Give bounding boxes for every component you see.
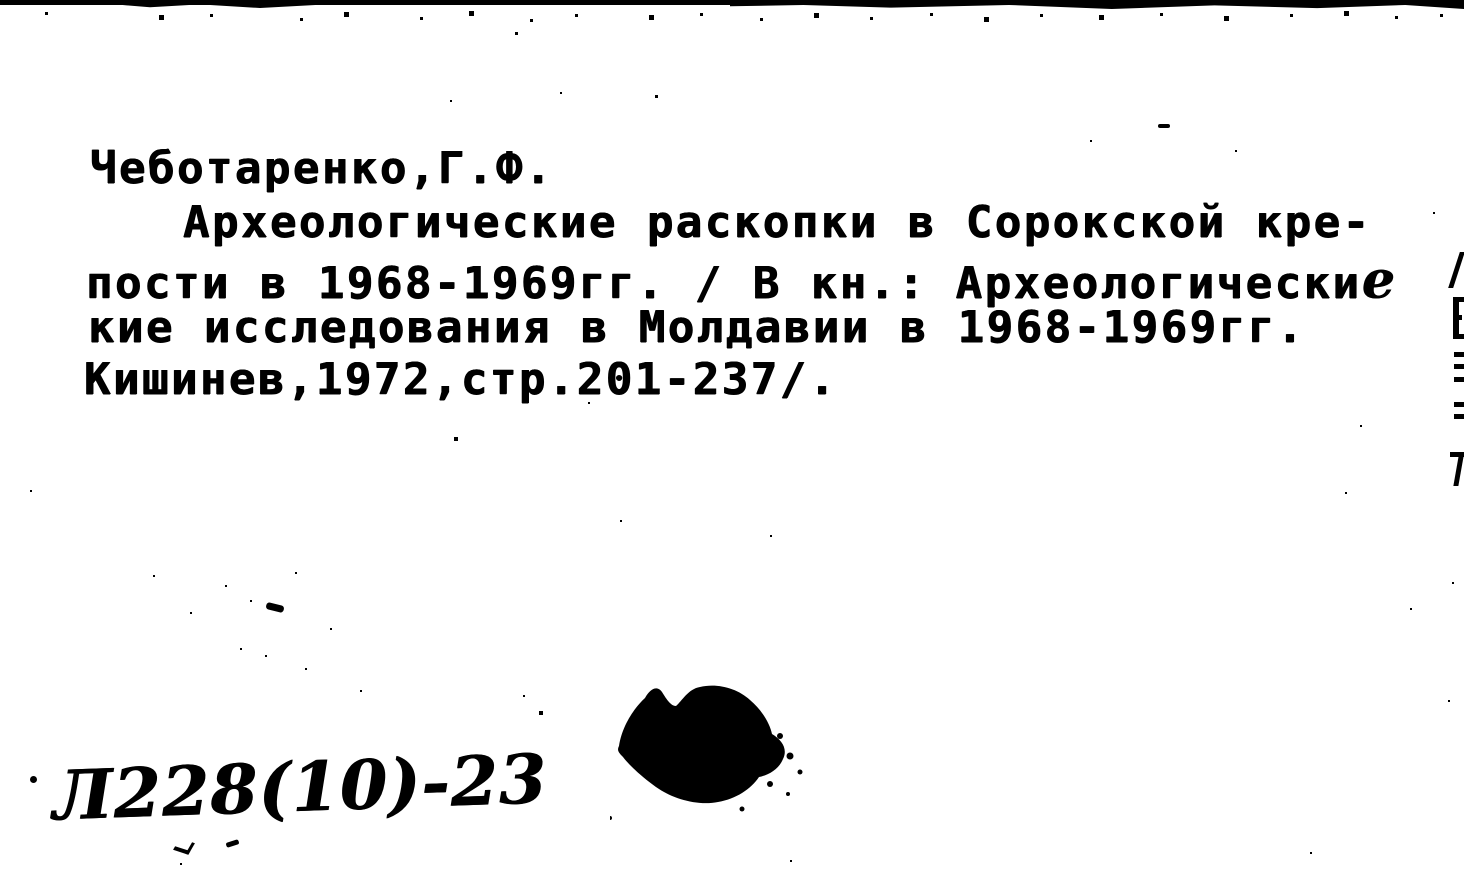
edge-fragment [1454,402,1464,407]
edge-fragment [1453,315,1462,320]
edge-fragment [1453,456,1463,486]
scan-noise-scatter [0,0,2,2]
edge-fragment [1454,414,1464,419]
edge-fragment [1454,377,1464,382]
stray-pen-mark [226,839,240,848]
handwritten-correction-letter: е [1361,250,1395,311]
pen-dot [30,776,37,783]
edge-fragment [1453,297,1464,302]
call-number: Л228(10)-23 [50,739,549,837]
imprint-line: Кишинев,1972,стр.201-237/. [84,354,838,405]
edge-fragment [1448,252,1464,288]
pen-check-mark [173,838,195,854]
title-line-1: Археологические раскопки в Сорокской кре- [183,197,1372,248]
stray-ink-dash [265,602,284,613]
edge-fragment [1454,364,1464,369]
stray-ink-dot [1158,124,1170,128]
author-line: Чеботаренко,Г.Ф. [90,143,554,194]
scan-edge-strip-right [730,0,1464,9]
scan-edge-strip-left [120,0,320,8]
edge-fragment [1453,334,1464,339]
title-line-3: кие исследования в Молдавии в 1968-1969гг. [88,302,1306,353]
edge-fragment [1454,352,1464,357]
ink-blot [610,676,820,826]
title-line-2-typed: пости в 1968-1969гг. / В кн.: Археологически [86,258,1362,309]
